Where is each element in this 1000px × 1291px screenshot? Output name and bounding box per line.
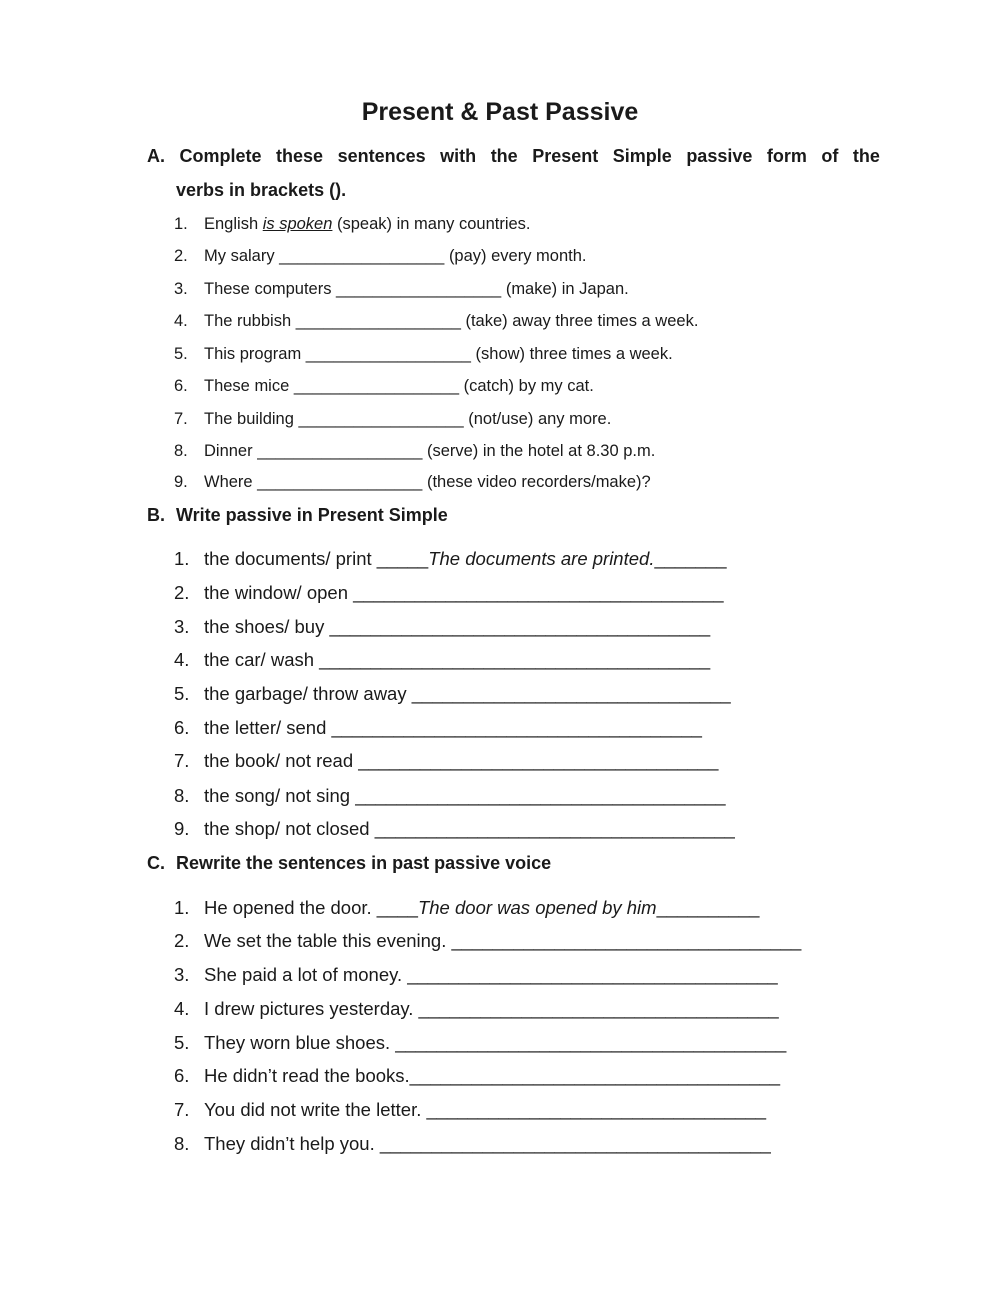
heading-word: with [440, 146, 477, 166]
section-b-heading [147, 498, 880, 532]
item-text: These computers __________________ (make) in Japan. [204, 280, 629, 298]
item-number: 2. [174, 247, 188, 265]
item-text: (speak) in many countries. [332, 215, 531, 233]
section-b-title: Write passive in Present Simple [176, 505, 448, 525]
item-number: 2. [174, 582, 190, 603]
list-item[interactable] [174, 1032, 874, 1054]
list-item[interactable] [174, 1133, 874, 1155]
section-c-heading [147, 846, 880, 880]
item-text: My salary __________________ (pay) every month. [204, 247, 587, 265]
section-b-letter: B. [147, 505, 165, 525]
item-number: 4. [174, 649, 190, 670]
item-text: These mice __________________ (catch) by my cat. [204, 377, 594, 395]
item-number: 3. [174, 280, 188, 298]
list-item[interactable] [174, 998, 874, 1020]
example-answer: is spoken [262, 215, 333, 233]
example-answer: The documents are printed. [428, 548, 655, 569]
section-a-heading-line2: verbs in brackets (). [176, 180, 347, 200]
item-number: 8. [174, 785, 190, 806]
heading-word: form [766, 146, 807, 166]
item-text: They worn blue shoes. ______________________________________ [204, 1032, 787, 1053]
item-number: 3. [174, 964, 190, 985]
item-text: the shoes/ buy _____________________________________ [204, 616, 711, 637]
list-item[interactable] [174, 930, 874, 952]
list-item[interactable] [174, 750, 874, 772]
item-number: 4. [174, 312, 188, 330]
section-a-heading [147, 139, 880, 207]
list-item[interactable] [174, 375, 874, 397]
item-number: 1. [174, 548, 190, 569]
item-number: 7. [174, 750, 190, 771]
list-item [174, 213, 874, 235]
list-item[interactable] [174, 310, 874, 332]
item-text: This program __________________ (show) three times a week. [204, 345, 673, 363]
item-text: the car/ wash ______________________________________ [204, 649, 711, 670]
item-number: 7. [174, 1099, 190, 1120]
list-item[interactable] [174, 785, 874, 807]
list-item[interactable] [174, 278, 874, 300]
heading-word: Present [532, 146, 599, 166]
section-c-title: Rewrite the sentences in past passive voice [176, 853, 552, 873]
list-item[interactable] [174, 582, 874, 604]
item-text: the documents/ print _____ [204, 548, 429, 569]
item-number: 9. [174, 473, 188, 491]
item-text: She paid a lot of money. ____________________________________ [204, 964, 778, 985]
item-text: the window/ open ____________________________________ [204, 582, 724, 603]
item-text: The rubbish __________________ (take) away three times a week. [204, 312, 699, 330]
item-number: 8. [174, 1133, 190, 1154]
item-number: 5. [174, 683, 190, 704]
heading-word: Simple [612, 146, 672, 166]
item-number: 9. [174, 818, 190, 839]
item-text: the song/ not sing ____________________________________ [204, 785, 726, 806]
list-item[interactable] [174, 616, 874, 638]
item-text: He didn’t read the books.____________________________________ [204, 1065, 781, 1086]
list-item[interactable] [174, 471, 874, 493]
heading-word: these [276, 146, 324, 166]
item-text: We set the table this evening. __________________________________ [204, 930, 802, 951]
list-item[interactable] [174, 964, 874, 986]
item-text: the book/ not read ___________________________________ [204, 750, 719, 771]
item-text: the shop/ not closed ___________________________________ [204, 818, 735, 839]
list-item[interactable] [174, 683, 874, 705]
item-text: The building __________________ (not/use) any more. [204, 410, 612, 428]
list-item[interactable] [174, 717, 874, 739]
item-text: _______ [654, 548, 727, 569]
section-a-letter: A. [147, 146, 165, 166]
item-text: Dinner __________________ (serve) in the hotel at 8.30 p.m. [204, 442, 656, 460]
list-item[interactable] [174, 440, 874, 462]
item-text: I drew pictures yesterday. ___________________________________ [204, 998, 779, 1019]
list-item[interactable] [174, 343, 874, 365]
example-answer: The door was opened by him [417, 897, 657, 918]
heading-word: of [821, 146, 839, 166]
item-number: 1. [174, 215, 188, 233]
list-item [174, 897, 874, 919]
item-number: 2. [174, 930, 190, 951]
item-number: 7. [174, 410, 188, 428]
item-text: __________ [656, 897, 760, 918]
item-text: English [204, 215, 263, 233]
list-item[interactable] [174, 1065, 874, 1087]
item-text: He opened the door. ____ [204, 897, 418, 918]
heading-word: passive [686, 146, 753, 166]
list-item[interactable] [174, 649, 874, 671]
item-number: 5. [174, 345, 188, 363]
list-item [174, 548, 874, 570]
list-item[interactable] [174, 1099, 874, 1121]
item-text: You did not write the letter. _________________________________ [204, 1099, 767, 1120]
list-item[interactable] [174, 245, 874, 267]
item-number: 5. [174, 1032, 190, 1053]
item-number: 6. [174, 377, 188, 395]
heading-word: sentences [337, 146, 426, 166]
list-item[interactable] [174, 408, 874, 430]
item-text: the garbage/ throw away _______________________________ [204, 683, 731, 704]
item-number: 4. [174, 998, 190, 1019]
section-c-letter: C. [147, 853, 165, 873]
item-number: 1. [174, 897, 190, 918]
list-item[interactable] [174, 818, 874, 840]
item-text: the letter/ send ____________________________________ [204, 717, 702, 738]
item-number: 8. [174, 442, 188, 460]
item-number: 3. [174, 616, 190, 637]
heading-word: the [852, 146, 880, 166]
item-text: They didn’t help you. ______________________________________ [204, 1133, 771, 1154]
item-number: 6. [174, 1065, 190, 1086]
item-text: Where __________________ (these video recorders/make)? [204, 473, 651, 491]
item-number: 6. [174, 717, 190, 738]
heading-word: the [490, 146, 518, 166]
heading-word: Complete [179, 146, 262, 166]
page-title: Present & Past Passive [361, 98, 639, 126]
